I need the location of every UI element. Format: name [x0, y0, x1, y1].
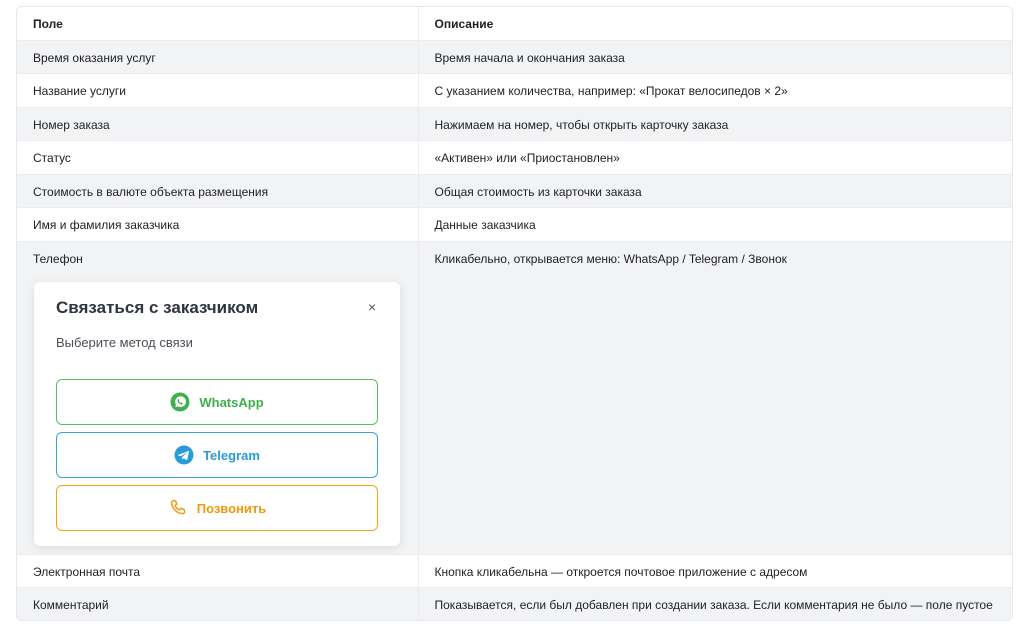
table-row: [17, 40, 1012, 74]
whatsapp-icon: [170, 392, 190, 412]
phone-icon: [168, 498, 188, 518]
field-cell: Телефон: [17, 241, 418, 554]
field-cell: Номер заказа: [17, 107, 418, 141]
description-cell: «Активен» или «Приостановлен»: [418, 141, 1012, 175]
column-header-field: Поле: [17, 7, 418, 40]
call-label: Позвонить: [196, 500, 267, 516]
field-cell: Комментарий: [17, 588, 418, 622]
description-cell: Общая стоимость из карточки заказа: [418, 174, 1012, 208]
popup-subtitle: Выберите метод связи: [56, 335, 193, 350]
table-row: [17, 208, 1012, 242]
description-cell: Данные заказчика: [418, 208, 1012, 242]
telegram-icon: [174, 445, 194, 465]
popup-title: Связаться с заказчиком: [56, 298, 259, 317]
description-cell: Кликабельно, открывается меню: WhatsApp / Telegram / Звонок: [418, 241, 1012, 554]
table-row: [17, 107, 1012, 141]
table-row: [17, 174, 1012, 208]
close-icon[interactable]: ×: [368, 299, 377, 315]
field-cell: Имя и фамилия заказчика: [17, 208, 418, 242]
description-cell: Кнопка кликабельна — откроется почтовое приложение с адресом: [418, 554, 1012, 588]
whatsapp-label: WhatsApp: [199, 394, 264, 410]
description-cell: С указанием количества, например: «Прокат велосипедов × 2»: [418, 74, 1012, 108]
call-button[interactable]: [56, 485, 378, 531]
description-cell: Показывается, если был добавлен при создании заказа. Если комментария не было — поле пустое: [418, 588, 1012, 622]
telegram-label: Telegram: [203, 447, 260, 463]
table-row: [17, 588, 1012, 622]
contact-customer-popup: [34, 282, 400, 546]
column-header-description: Описание: [418, 7, 1012, 40]
field-cell: Стоимость в валюте объекта размещения: [17, 174, 418, 208]
description-cell: Нажимаем на номер, чтобы открыть карточку заказа: [418, 107, 1012, 141]
table-row: [17, 74, 1012, 108]
description-cell: Время начала и окончания заказа: [418, 40, 1012, 74]
whatsapp-button[interactable]: [56, 379, 378, 425]
field-cell: Электронная почта: [17, 554, 418, 588]
table-row: [17, 554, 1012, 588]
field-cell: Статус: [17, 141, 418, 175]
table-header-row: [17, 7, 1012, 40]
table-row: [17, 141, 1012, 175]
telegram-button[interactable]: [56, 432, 378, 478]
field-cell: Время оказания услуг: [17, 40, 418, 74]
field-cell: Название услуги: [17, 74, 418, 108]
